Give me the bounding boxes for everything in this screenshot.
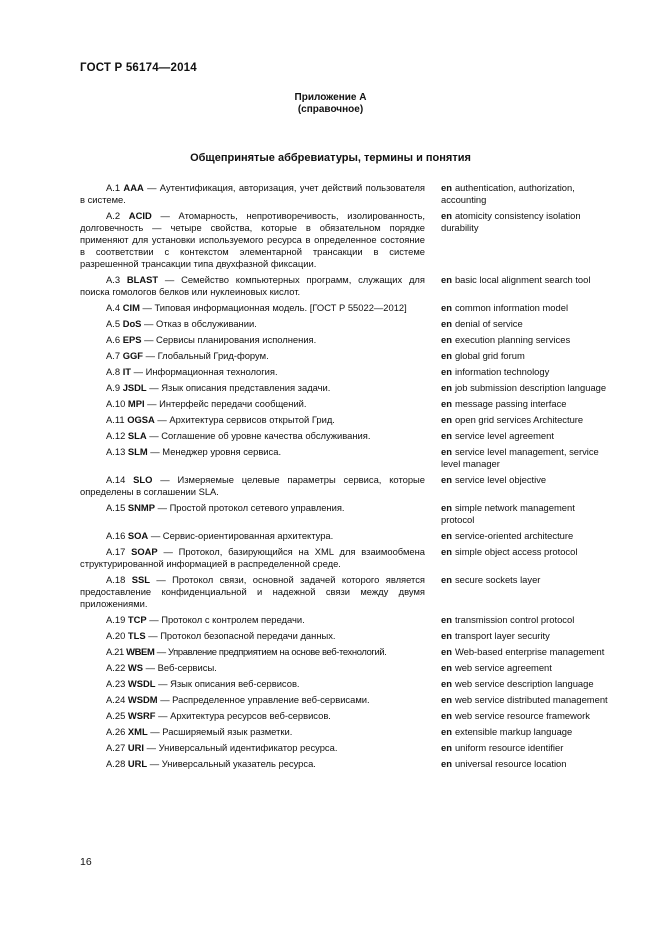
entry-number: А.22 (106, 662, 128, 673)
entry-number: А.12 (106, 430, 128, 441)
entry-english-text: information technology (454, 366, 550, 377)
entry-abbreviation: SLM (127, 446, 148, 457)
entry-russian-definition (80, 630, 425, 642)
entry-english-term (441, 742, 610, 754)
abbreviation-entry (80, 210, 610, 270)
entry-definition-text: — Управление предприятием на основе веб-технологий. (156, 646, 387, 657)
entry-lang-label: en (441, 662, 452, 673)
entry-abbreviation: WBEM (126, 646, 155, 657)
entry-number: А.19 (106, 614, 128, 625)
entry-abbreviation: SOA (127, 530, 149, 541)
entry-number: А.7 (106, 350, 123, 361)
abbreviation-entry (80, 398, 610, 410)
entry-lang-label: en (441, 646, 452, 657)
entry-number: А.18 (106, 574, 132, 585)
entry-lang-label: en (441, 678, 452, 689)
entry-russian-definition (80, 502, 425, 526)
entry-definition-text: — Интерфейс передачи сообщений. (147, 398, 307, 409)
entry-english-term (441, 318, 610, 330)
entry-english-text: simple network management protocol (441, 502, 575, 525)
abbreviation-list (80, 182, 610, 774)
entry-russian-definition (80, 382, 425, 394)
appendix-subtitle: (справочное) (297, 104, 364, 115)
entry-english-text: message passing interface (454, 398, 567, 409)
entry-english-text: Web-based enterprise management (454, 646, 605, 657)
entry-lang-label: en (441, 334, 452, 345)
entry-english-term (441, 646, 610, 658)
entry-english-text: job submission description language (454, 382, 607, 393)
entry-russian-definition (80, 726, 425, 738)
entry-english-text: global grid forum (454, 350, 525, 361)
entry-russian-definition (80, 414, 425, 426)
entry-abbreviation: CIM (122, 302, 140, 313)
entry-english-text: basic local alignment search tool (454, 274, 591, 285)
entry-english-term (441, 366, 610, 378)
entry-english-term (441, 630, 610, 642)
entry-abbreviation: TCP (127, 614, 147, 625)
entry-number: А.4 (106, 302, 123, 313)
entry-lang-label: en (441, 758, 452, 769)
entry-abbreviation: WSDL (127, 678, 156, 689)
entry-english-text: common information model (454, 302, 569, 313)
abbreviation-entry (80, 678, 610, 690)
entry-english-text: execution planning services (454, 334, 571, 345)
entry-lang-label: en (441, 446, 452, 457)
entry-lang-label: en (441, 502, 452, 513)
entry-russian-definition (80, 694, 425, 706)
entry-definition-text: — Менеджер уровня сервиса. (150, 446, 282, 457)
entry-number: А.8 (106, 366, 123, 377)
entry-number: А.9 (106, 382, 123, 393)
entry-english-text: web service resource framework (454, 710, 590, 721)
entry-russian-definition (80, 446, 425, 470)
entry-russian-definition (80, 182, 425, 206)
abbreviation-entry (80, 726, 610, 738)
abbreviation-entry (80, 742, 610, 754)
entry-english-term (441, 502, 610, 526)
entry-russian-definition (80, 474, 425, 498)
entry-english-term (441, 274, 610, 298)
entry-russian-definition (80, 758, 425, 770)
entry-number: А.25 (106, 710, 128, 721)
entry-definition-text: — Информационная технология. (133, 366, 278, 377)
entry-english-text: transport layer security (454, 630, 550, 641)
abbreviation-entry (80, 710, 610, 722)
entry-russian-definition (80, 210, 425, 270)
entry-english-term (441, 710, 610, 722)
entry-abbreviation: XML (127, 726, 148, 737)
entry-lang-label: en (441, 614, 452, 625)
entry-english-text: service level objective (454, 474, 547, 485)
abbreviation-entry (80, 662, 610, 674)
entry-abbreviation: ААА (123, 182, 144, 193)
entry-english-text: universal resource location (454, 758, 567, 769)
abbreviation-entry (80, 382, 610, 394)
abbreviation-entry (80, 758, 610, 770)
entry-russian-definition (80, 546, 425, 570)
abbreviation-entry (80, 302, 610, 314)
entry-number: А.14 (106, 474, 134, 485)
entry-lang-label: en (441, 318, 452, 329)
entry-number: А.16 (106, 530, 128, 541)
entry-english-text: atomicity consistency isolation durability (441, 210, 581, 233)
entry-number: А.5 (106, 318, 123, 329)
entry-lang-label: en (441, 530, 452, 541)
abbreviation-entry (80, 446, 610, 470)
entry-definition-text: — Язык описания веб-сервисов. (158, 678, 300, 689)
entry-english-text: simple object access protocol (454, 546, 578, 557)
entry-english-term (441, 414, 610, 426)
entry-abbreviation: BLAST (126, 274, 159, 285)
entry-definition-text: — Отказ в обслуживании. (144, 318, 257, 329)
entry-english-text: web service distributed management (454, 694, 608, 705)
abbreviation-entry (80, 318, 610, 330)
entry-lang-label: en (441, 474, 452, 485)
abbreviation-entry (80, 430, 610, 442)
entry-abbreviation: ACID (128, 210, 152, 221)
abbreviation-entry (80, 274, 610, 298)
entry-number: А.27 (106, 742, 128, 753)
entry-definition-text: — Простой протокол сетевого управления. (157, 502, 345, 513)
entry-definition-text: — Протокол с контролем передачи. (149, 614, 305, 625)
entry-abbreviation: SLO (133, 474, 153, 485)
entry-russian-definition (80, 614, 425, 626)
entry-definition-text: — Универсальный идентификатор ресурса. (146, 742, 338, 753)
entry-english-term (441, 182, 610, 206)
entry-russian-definition (80, 574, 425, 610)
entry-number: А.1 (106, 182, 124, 193)
entry-number: А.26 (106, 726, 128, 737)
entry-english-text: denial of service (454, 318, 523, 329)
entry-number: А.11 (106, 414, 128, 425)
abbreviation-entry (80, 414, 610, 426)
entry-definition-text: — Сервисы планирования исполнения. (144, 334, 317, 345)
entry-definition-text: — Протокол безопасной передачи данных. (148, 630, 336, 641)
entry-abbreviation: SOAP (131, 546, 158, 557)
entry-english-term (441, 302, 610, 314)
entry-abbreviation: WSDM (127, 694, 158, 705)
entry-english-term (441, 474, 610, 498)
entry-definition-text: — Язык описания представления задачи. (149, 382, 331, 393)
abbreviation-entry (80, 646, 610, 658)
entry-abbreviation: DoS (122, 318, 142, 329)
entry-russian-definition (80, 274, 425, 298)
entry-russian-definition (80, 530, 425, 542)
entry-english-text: transmission control protocol (454, 614, 575, 625)
entry-abbreviation: TLS (127, 630, 146, 641)
entry-english-text: extensible markup language (454, 726, 573, 737)
entry-lang-label: en (441, 726, 452, 737)
entry-number: А.23 (106, 678, 128, 689)
entry-number: А.3 (106, 274, 127, 285)
entry-english-text: service level management, service level manager (441, 446, 599, 469)
entry-definition-text: — Универсальный указатель ресурса. (149, 758, 316, 769)
entry-russian-definition (80, 334, 425, 346)
entry-abbreviation: SNMP (127, 502, 155, 513)
abbreviation-entry (80, 530, 610, 542)
entry-russian-definition (80, 710, 425, 722)
entry-abbreviation: WSRF (127, 710, 156, 721)
entry-english-term (441, 446, 610, 470)
entry-english-text: web service description language (454, 678, 594, 689)
entry-definition-text: — Распределенное управление веб-сервисами. (160, 694, 370, 705)
abbreviation-entry (80, 694, 610, 706)
entry-abbreviation: SLA (127, 430, 147, 441)
entry-english-text: open grid services Architecture (454, 414, 584, 425)
appendix-title: Приложение А (294, 92, 367, 103)
entry-number: А.21 (106, 646, 127, 657)
abbreviation-entry (80, 366, 610, 378)
entry-russian-definition (80, 350, 425, 362)
entry-definition-text: — Архитектура сервисов открытой Грид. (157, 414, 335, 425)
entry-russian-definition (80, 678, 425, 690)
entry-abbreviation: URL (127, 758, 148, 769)
entry-russian-definition (80, 430, 425, 442)
entry-abbreviation: URI (127, 742, 145, 753)
entry-russian-definition (80, 398, 425, 410)
entry-definition-text: — Измеряемые целевые параметры сервиса, которые определены в соглашении SLA. (80, 474, 426, 497)
abbreviation-entry (80, 574, 610, 610)
abbreviation-entry (80, 334, 610, 346)
entry-english-text: service level agreement (454, 430, 554, 441)
entry-definition-text: — Веб-сервисы. (145, 662, 217, 673)
entry-russian-definition (80, 646, 425, 658)
entry-lang-label: en (441, 398, 452, 409)
entry-lang-label: en (441, 274, 452, 285)
entry-english-term (441, 350, 610, 362)
entry-english-text: secure sockets layer (454, 574, 541, 585)
entry-number: А.17 (106, 546, 132, 557)
abbreviation-entry (80, 614, 610, 626)
entry-english-term (441, 398, 610, 410)
entry-lang-label: en (441, 546, 452, 557)
entry-russian-definition (80, 318, 425, 330)
entry-abbreviation: JSDL (122, 382, 147, 393)
entry-definition-text: — Архитектура ресурсов веб-сервисов. (158, 710, 331, 721)
entry-lang-label: en (441, 694, 452, 705)
document-header: ГОСТ Р 56174—2014 (80, 62, 197, 74)
entry-english-term (441, 678, 610, 690)
entry-english-term (441, 726, 610, 738)
entry-lang-label: en (441, 210, 452, 221)
entry-english-term (441, 334, 610, 346)
entry-english-term (441, 430, 610, 442)
entry-abbreviation: MPI (127, 398, 145, 409)
entry-number: А.28 (106, 758, 128, 769)
entry-definition-text: — Семейство компьютерных программ, служащих для поиска гомологов белков или нуклеиновых кислот. (80, 274, 425, 297)
entry-english-text: authentication, authorization, accounting (441, 182, 575, 205)
abbreviation-entry (80, 350, 610, 362)
abbreviation-entry (80, 546, 610, 570)
entry-russian-definition (80, 302, 425, 314)
entry-abbreviation: OGSA (127, 414, 155, 425)
entry-lang-label: en (441, 350, 452, 361)
entry-lang-label: en (441, 414, 452, 425)
entry-english-text: service-oriented architecture (454, 530, 574, 541)
abbreviation-entry (80, 182, 610, 206)
entry-number: А.2 (106, 210, 129, 221)
entry-abbreviation: GGF (122, 350, 143, 361)
section-title: Общепринятые аббревиатуры, термины и понятия (190, 152, 471, 164)
entry-lang-label: en (441, 382, 452, 393)
abbreviation-entry (80, 502, 610, 526)
entry-english-term (441, 614, 610, 626)
entry-definition-text: — Сервис-ориентированная архитектура. (150, 530, 334, 541)
entry-number: А.10 (106, 398, 128, 409)
entry-english-term (441, 210, 610, 270)
entry-definition-text: — Соглашение об уровне качества обслуживания. (149, 430, 371, 441)
entry-number: А.13 (106, 446, 128, 457)
entry-english-term (441, 758, 610, 770)
entry-definition-text: — Протокол, базирующийся на XML для взаимообмена структурированной информацией в распределенной среде. (80, 546, 426, 569)
entry-english-term (441, 546, 610, 570)
entry-definition-text: — Глобальный Грид-форум. (145, 350, 269, 361)
abbreviation-entry (80, 474, 610, 498)
entry-russian-definition (80, 662, 425, 674)
entry-lang-label: en (441, 742, 452, 753)
entry-english-term (441, 574, 610, 610)
page-number: 16 (80, 856, 92, 868)
entry-english-term (441, 662, 610, 674)
entry-lang-label: en (441, 430, 452, 441)
entry-english-term (441, 530, 610, 542)
entry-english-text: web service agreement (454, 662, 552, 673)
entry-lang-label: en (441, 630, 452, 641)
entry-lang-label: en (441, 574, 452, 585)
entry-number: А.24 (106, 694, 128, 705)
entry-abbreviation: IT (122, 366, 132, 377)
entry-number: А.20 (106, 630, 128, 641)
entry-english-term (441, 694, 610, 706)
entry-lang-label: en (441, 366, 452, 377)
entry-russian-definition (80, 742, 425, 754)
entry-lang-label: en (441, 710, 452, 721)
entry-abbreviation: EPS (122, 334, 142, 345)
entry-definition-text: — Расширяемый язык разметки. (150, 726, 293, 737)
entry-english-text: uniform resource identifier (454, 742, 564, 753)
entry-lang-label: en (441, 302, 452, 313)
entry-definition-text: — Атомарность, непротиворечивость, изолированность, долговечность — четыре свойства, которые в обязательном порядке применяют для установки используемого ресурса в определенное состояние в соответствии с контекстом элементарной трансакции в системе разрешенной трансакции типа двухфазной фиксации. (80, 210, 425, 269)
entry-number: А.15 (106, 502, 128, 513)
entry-abbreviation: SSL (131, 574, 150, 585)
entry-lang-label: en (441, 182, 452, 193)
entry-definition-text: — Аутентификация, авторизация, учет действий пользователя в системе. (80, 182, 425, 205)
entry-abbreviation: WS (127, 662, 143, 673)
entry-russian-definition (80, 366, 425, 378)
abbreviation-entry (80, 630, 610, 642)
entry-english-term (441, 382, 610, 394)
entry-definition-text: — Протокол связи, основной задачей которого является предоставление конфиденциальной и надежной связи между двумя приложениями. (80, 574, 425, 609)
entry-number: А.6 (106, 334, 123, 345)
entry-definition-text: — Типовая информационная модель. [ГОСТ Р 55022—2012] (142, 302, 407, 313)
